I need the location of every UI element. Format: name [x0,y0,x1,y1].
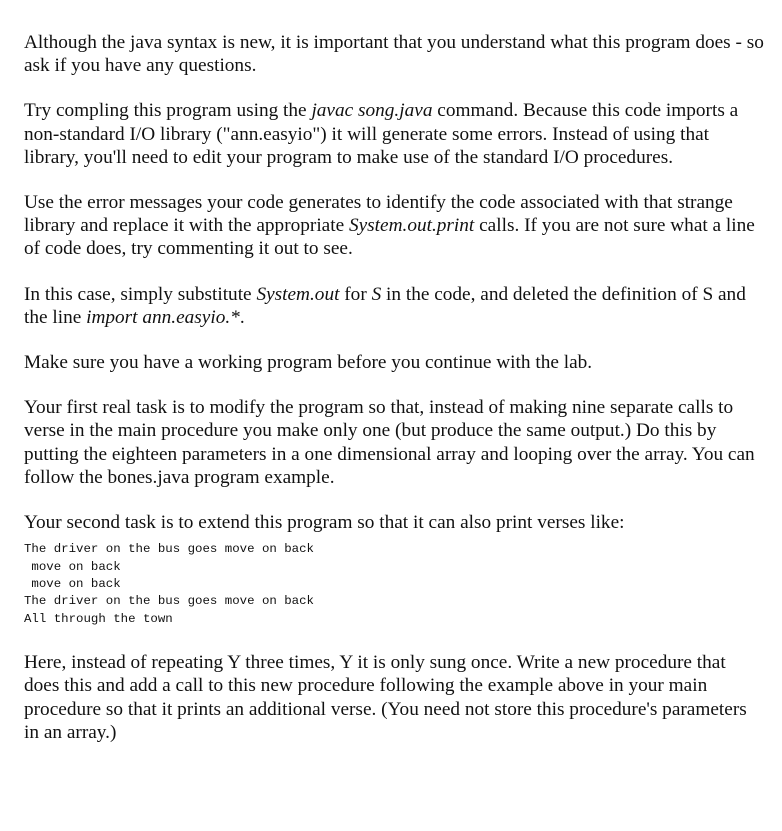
paragraph-working [24,351,764,374]
paragraph-errors [24,191,764,261]
paragraph-second-task-text: Your second task is to extend this program so that it can also print verses like: [24,512,625,534]
code-line: The driver on the bus goes move on back [24,594,314,609]
paragraph-intro [24,31,764,77]
paragraph-second-task [24,511,764,534]
paragraph-substitute-text-1: In this case, simply substitute [24,283,257,305]
code-line: move on back [24,577,121,592]
paragraph-new-procedure [24,651,764,744]
paragraph-substitute [24,283,764,329]
paragraph-substitute-text-4: . [239,306,245,328]
paragraph-compile [24,99,764,169]
paragraph-working-text: Make sure you have a working program before you continue with the lab. [24,352,593,374]
system-out-term: System.out [256,283,340,305]
paragraph-intro-text: Although the java syntax is new, it is important that you understand what this program does - so ask if you have any questions. [24,32,764,77]
code-line: move on back [24,559,121,574]
s-variable-term: S [371,283,382,305]
paragraph-compile-text-2: command. Because this code imports a non-standard I/O library ("ann.easyio") it will generate some errors. Instead of using that library, you'll need to edit your program to make use of the standard I/O procedures. [24,100,739,168]
paragraph-substitute-text-3: in the code, and deleted the definition of S and the line [24,283,746,328]
paragraph-errors-text-2: calls. If you are not sure what a line of code does, try commenting it out to see. [24,215,755,260]
document-body [24,31,764,766]
paragraph-substitute-text-2: for [339,283,372,305]
paragraph-first-task-text: Your first real task is to modify the program so that, instead of making nine separate calls to verse in the main procedure you make only one (but produce the same output.) Do this by putting the eighteen parameters in a one dimensional array and looping over the array. You can follow the bones.java program example. [24,397,755,488]
paragraph-errors-text-1: Use the error messages your code generates to identify the code associated with that strange library and replace it with the appropriate [24,192,733,237]
paragraph-first-task [24,396,764,489]
import-statement: import ann.easyio.* [86,306,240,328]
paragraph-new-procedure-text: Here, instead of repeating Y three times, Y it is only sung once. Write a new procedure that does this and add a call to this new procedure following the example above in your main procedure so that it prints an additional verse. (You need not store this procedure's parameters in an array.) [24,652,747,743]
system-out-print-call: System.out.print [348,215,475,237]
code-line: The driver on the bus goes move on back [24,542,314,557]
code-example [24,541,764,628]
javac-command: javac song.java [311,100,433,122]
paragraph-compile-text-1: Try compling this program using the [24,100,312,122]
code-line: All through the town [24,611,173,626]
